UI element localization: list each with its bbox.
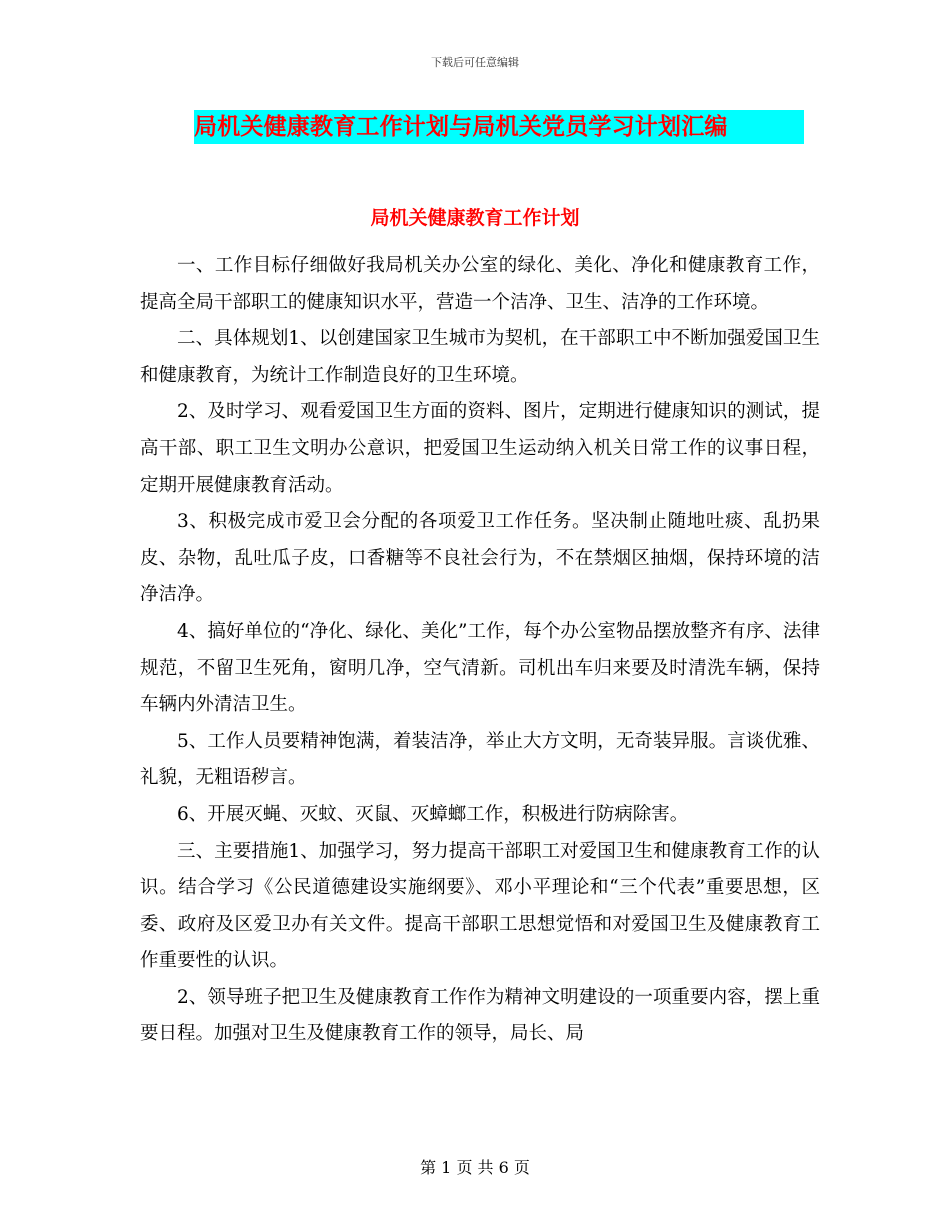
header-note: 下载后可任意编辑 [431,56,519,69]
paragraph: 一、工作目标仔细做好我局机关办公室的绿化、美化、净化和健康教育工作，提高全局干部职工的健康知识水平，营造一个洁净、卫生、洁净的工作环境。 [140,255,820,313]
section-title: 局机关健康教育工作计划 [370,207,580,229]
paragraph: 2、领导班子把卫生及健康教育工作作为精神文明建设的一项重要内容，摆上重要日程。加强对卫生及健康教育工作的领导，局长、局 [140,986,820,1045]
main-title: 局机关健康教育工作计划与局机关党员学习计划汇编 [194,114,728,140]
main-title-highlight [194,110,804,144]
paragraph: 3、积极完成市爱卫会分配的各项爱卫工作任务。坚决制止随地吐痰、乱扔果皮、杂物，乱吐瓜子皮，口香糖等不良社会行为，不在禁烟区抽烟，保持环境的洁净洁净。 [140,511,820,606]
paragraph: 4、搞好单位的“净化、绿化、美化”工作，每个办公室物品摆放整齐有序、法律规范，不留卫生死角，窗明几净，空气清新。司机出车归来要及时清洗车辆，保持车辆内外清洁卫生。 [140,620,820,716]
document-body [140,248,820,1053]
paragraph: 二、具体规划1、以创建国家卫生城市为契机，在干部职工中不断加强爱国卫生和健康教育，为统计工作制造良好的卫生环境。 [140,328,820,386]
page-footer: 第 1 页 共 6 页 [420,1158,530,1177]
paragraph: 三、主要措施1、加强学习，努力提高干部职工对爱国卫生和健康教育工作的认识。结合学习《公民道德建设实施纲要》、邓小平理论和“三个代表”重要思想，区委、政府及区爱卫办有关文件。提高干部职工思想觉悟和对爱国卫生及健康教育工作重要性的认识。 [140,840,820,972]
paragraph: 6、开展灭蝇、灭蚊、灭鼠、灭蟑螂工作，积极进行防病除害。 [177,803,689,825]
paragraph: 5、工作人员要精神饱满，着装洁净，举止大方文明，无奇装异服。言谈优雅、礼貌，无粗语秽言。 [140,730,820,789]
paragraph: 2、及时学习、观看爱国卫生方面的资料、图片，定期进行健康知识的测试，提高干部、职工卫生文明办公意识，把爱国卫生运动纳入机关日常工作的议事日程，定期开展健康教育活动。 [140,401,820,496]
